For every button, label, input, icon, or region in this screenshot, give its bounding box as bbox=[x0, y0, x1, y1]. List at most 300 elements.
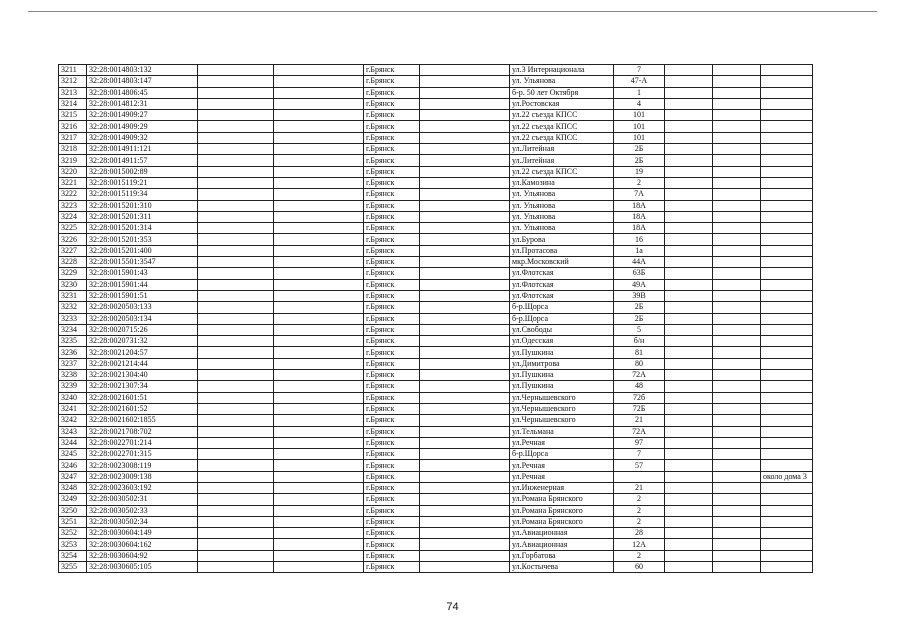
table-row bbox=[59, 494, 813, 505]
table-row bbox=[59, 76, 813, 87]
empty-cell bbox=[665, 268, 713, 279]
note-cell bbox=[761, 392, 813, 403]
street-cell: ул.Бурова bbox=[510, 234, 614, 245]
city-cell: г.Брянск bbox=[364, 144, 420, 155]
empty-cell bbox=[713, 381, 761, 392]
empty-cell bbox=[713, 392, 761, 403]
empty-cell bbox=[198, 505, 274, 516]
note-cell bbox=[761, 381, 813, 392]
street-cell: б-р. 50 лет Октября bbox=[510, 87, 614, 98]
empty-cell bbox=[713, 144, 761, 155]
empty-cell bbox=[420, 460, 510, 471]
empty-cell bbox=[274, 245, 364, 256]
empty-cell bbox=[420, 257, 510, 268]
house-number-cell: 2Б bbox=[614, 155, 665, 166]
house-number-cell: 101 bbox=[614, 132, 665, 143]
cadastral-number-cell: 32:28:0020503:133 bbox=[87, 302, 198, 313]
row-number-cell: 3250 bbox=[59, 505, 87, 516]
street-cell: ул.Пушкина bbox=[510, 381, 614, 392]
house-number-cell: 7 bbox=[614, 65, 665, 76]
empty-cell bbox=[198, 426, 274, 437]
empty-cell bbox=[420, 302, 510, 313]
street-cell: ул.22 съезда КПСС bbox=[510, 121, 614, 132]
row-number-cell: 3220 bbox=[59, 166, 87, 177]
table-row bbox=[59, 189, 813, 200]
city-cell: г.Брянск bbox=[364, 347, 420, 358]
cadastral-number-cell: 32:28:0021307:34 bbox=[87, 381, 198, 392]
empty-cell bbox=[198, 324, 274, 335]
note-cell bbox=[761, 324, 813, 335]
empty-cell bbox=[713, 415, 761, 426]
row-number-cell: 3243 bbox=[59, 426, 87, 437]
empty-cell bbox=[665, 223, 713, 234]
empty-cell bbox=[420, 177, 510, 188]
empty-cell bbox=[665, 110, 713, 121]
house-number-cell: 63Б bbox=[614, 268, 665, 279]
house-number-cell: 2 bbox=[614, 550, 665, 561]
empty-cell bbox=[420, 121, 510, 132]
row-number-cell: 3245 bbox=[59, 449, 87, 460]
table-body bbox=[59, 65, 813, 573]
table-row bbox=[59, 211, 813, 222]
note-cell bbox=[761, 268, 813, 279]
row-number-cell: 3222 bbox=[59, 189, 87, 200]
city-cell: г.Брянск bbox=[364, 98, 420, 109]
house-number-cell: 72Б bbox=[614, 403, 665, 414]
table-row bbox=[59, 505, 813, 516]
empty-cell bbox=[420, 505, 510, 516]
cadastral-number-cell: 32:28:0015201:314 bbox=[87, 223, 198, 234]
empty-cell bbox=[274, 471, 364, 482]
city-cell: г.Брянск bbox=[364, 539, 420, 550]
table-row bbox=[59, 392, 813, 403]
street-cell: ул.Одесская bbox=[510, 336, 614, 347]
house-number-cell: 1а bbox=[614, 245, 665, 256]
city-cell: г.Брянск bbox=[364, 87, 420, 98]
street-cell: ул.Димитрова bbox=[510, 358, 614, 369]
house-number-cell: 60 bbox=[614, 562, 665, 573]
table-row bbox=[59, 279, 813, 290]
street-cell: ул.Протасова bbox=[510, 245, 614, 256]
empty-cell bbox=[713, 65, 761, 76]
empty-cell bbox=[713, 449, 761, 460]
empty-cell bbox=[713, 539, 761, 550]
empty-cell bbox=[713, 460, 761, 471]
empty-cell bbox=[420, 562, 510, 573]
city-cell: г.Брянск bbox=[364, 460, 420, 471]
table-row bbox=[59, 358, 813, 369]
empty-cell bbox=[665, 358, 713, 369]
table-row bbox=[59, 449, 813, 460]
empty-cell bbox=[420, 449, 510, 460]
cadastral-number-cell: 32:28:0015201:311 bbox=[87, 211, 198, 222]
city-cell: г.Брянск bbox=[364, 177, 420, 188]
empty-cell bbox=[713, 279, 761, 290]
empty-cell bbox=[665, 505, 713, 516]
row-number-cell: 3246 bbox=[59, 460, 87, 471]
empty-cell bbox=[198, 166, 274, 177]
row-number-cell: 3231 bbox=[59, 290, 87, 301]
empty-cell bbox=[665, 437, 713, 448]
cadastral-number-cell: 32:28:0020715:26 bbox=[87, 324, 198, 335]
table-row bbox=[59, 223, 813, 234]
empty-cell bbox=[198, 110, 274, 121]
note-cell bbox=[761, 505, 813, 516]
row-number-cell: 3235 bbox=[59, 336, 87, 347]
street-cell: ул.22 съезда КПСС bbox=[510, 166, 614, 177]
empty-cell bbox=[665, 65, 713, 76]
cadastral-number-cell: 32:28:0014909:32 bbox=[87, 132, 198, 143]
house-number-cell: 97 bbox=[614, 437, 665, 448]
cadastral-number-cell: 32:28:0014803:132 bbox=[87, 65, 198, 76]
empty-cell bbox=[420, 324, 510, 335]
empty-cell bbox=[274, 324, 364, 335]
note-cell bbox=[761, 279, 813, 290]
empty-cell bbox=[274, 528, 364, 539]
house-number-cell: 21 bbox=[614, 482, 665, 493]
empty-cell bbox=[713, 324, 761, 335]
street-cell: ул.Романа Брянского bbox=[510, 494, 614, 505]
table-row bbox=[59, 177, 813, 188]
empty-cell bbox=[665, 279, 713, 290]
empty-cell bbox=[198, 528, 274, 539]
empty-cell bbox=[665, 98, 713, 109]
city-cell: г.Брянск bbox=[364, 528, 420, 539]
empty-cell bbox=[713, 471, 761, 482]
note-cell bbox=[761, 437, 813, 448]
city-cell: г.Брянск bbox=[364, 234, 420, 245]
house-number-cell: 49А bbox=[614, 279, 665, 290]
city-cell: г.Брянск bbox=[364, 223, 420, 234]
table-row bbox=[59, 370, 813, 381]
empty-cell bbox=[420, 347, 510, 358]
note-cell bbox=[761, 415, 813, 426]
row-number-cell: 3216 bbox=[59, 121, 87, 132]
empty-cell bbox=[274, 177, 364, 188]
empty-cell bbox=[665, 234, 713, 245]
row-number-cell: 3228 bbox=[59, 257, 87, 268]
row-number-cell: 3236 bbox=[59, 347, 87, 358]
empty-cell bbox=[274, 279, 364, 290]
city-cell: г.Брянск bbox=[364, 166, 420, 177]
street-cell: ул.Ростовская bbox=[510, 98, 614, 109]
empty-cell bbox=[274, 550, 364, 561]
empty-cell bbox=[420, 110, 510, 121]
empty-cell bbox=[274, 234, 364, 245]
house-number-cell: 44А bbox=[614, 257, 665, 268]
street-cell: б-р.Щорса bbox=[510, 302, 614, 313]
city-cell: г.Брянск bbox=[364, 516, 420, 527]
cadastral-number-cell: 32:28:0023008:119 bbox=[87, 460, 198, 471]
street-cell: ул.Флотская bbox=[510, 279, 614, 290]
row-number-cell: 3238 bbox=[59, 370, 87, 381]
city-cell: г.Брянск bbox=[364, 279, 420, 290]
row-number-cell: 3247 bbox=[59, 471, 87, 482]
city-cell: г.Брянск bbox=[364, 65, 420, 76]
empty-cell bbox=[713, 121, 761, 132]
empty-cell bbox=[198, 449, 274, 460]
empty-cell bbox=[198, 403, 274, 414]
cadastral-number-cell: 32:28:0030502:34 bbox=[87, 516, 198, 527]
table-row bbox=[59, 110, 813, 121]
empty-cell bbox=[420, 539, 510, 550]
house-number-cell: 2 bbox=[614, 505, 665, 516]
empty-cell bbox=[713, 358, 761, 369]
empty-cell bbox=[198, 516, 274, 527]
cadastral-number-cell: 32:28:0021602:1855 bbox=[87, 415, 198, 426]
empty-cell bbox=[665, 426, 713, 437]
city-cell: г.Брянск bbox=[364, 381, 420, 392]
row-number-cell: 3212 bbox=[59, 76, 87, 87]
house-number-cell: 18А bbox=[614, 211, 665, 222]
note-cell bbox=[761, 528, 813, 539]
street-cell: ул.Тельмана bbox=[510, 426, 614, 437]
house-number-cell: 57 bbox=[614, 460, 665, 471]
empty-cell bbox=[420, 290, 510, 301]
note-cell bbox=[761, 358, 813, 369]
row-number-cell: 3230 bbox=[59, 279, 87, 290]
note-cell bbox=[761, 155, 813, 166]
note-cell bbox=[761, 336, 813, 347]
empty-cell bbox=[665, 290, 713, 301]
city-cell: г.Брянск bbox=[364, 415, 420, 426]
empty-cell bbox=[713, 494, 761, 505]
empty-cell bbox=[420, 550, 510, 561]
city-cell: г.Брянск bbox=[364, 200, 420, 211]
empty-cell bbox=[198, 392, 274, 403]
city-cell: г.Брянск bbox=[364, 290, 420, 301]
house-number-cell: 72А bbox=[614, 426, 665, 437]
table-row bbox=[59, 87, 813, 98]
empty-cell bbox=[713, 245, 761, 256]
empty-cell bbox=[198, 177, 274, 188]
table-row bbox=[59, 347, 813, 358]
row-number-cell: 3217 bbox=[59, 132, 87, 143]
cadastral-number-cell: 32:28:0030604:162 bbox=[87, 539, 198, 550]
street-cell: б-р.Щорса bbox=[510, 449, 614, 460]
empty-cell bbox=[420, 211, 510, 222]
empty-cell bbox=[665, 471, 713, 482]
empty-cell bbox=[713, 155, 761, 166]
table-row bbox=[59, 403, 813, 414]
empty-cell bbox=[420, 268, 510, 279]
row-number-cell: 3229 bbox=[59, 268, 87, 279]
empty-cell bbox=[713, 87, 761, 98]
empty-cell bbox=[420, 437, 510, 448]
note-cell bbox=[761, 200, 813, 211]
empty-cell bbox=[713, 562, 761, 573]
row-number-cell: 3254 bbox=[59, 550, 87, 561]
street-cell: ул. Ульянова bbox=[510, 211, 614, 222]
house-number-cell: 1 bbox=[614, 87, 665, 98]
empty-cell bbox=[198, 76, 274, 87]
empty-cell bbox=[420, 415, 510, 426]
empty-cell bbox=[198, 482, 274, 493]
empty-cell bbox=[198, 415, 274, 426]
empty-cell bbox=[713, 505, 761, 516]
empty-cell bbox=[665, 144, 713, 155]
city-cell: г.Брянск bbox=[364, 392, 420, 403]
note-cell bbox=[761, 223, 813, 234]
empty-cell bbox=[665, 132, 713, 143]
row-number-cell: 3232 bbox=[59, 302, 87, 313]
empty-cell bbox=[713, 403, 761, 414]
house-number-cell: 81 bbox=[614, 347, 665, 358]
note-cell bbox=[761, 87, 813, 98]
cadastral-number-cell: 32:28:0021601:51 bbox=[87, 392, 198, 403]
house-number-cell: 2Б bbox=[614, 302, 665, 313]
empty-cell bbox=[713, 528, 761, 539]
cadastral-number-cell: 32:28:0015901:44 bbox=[87, 279, 198, 290]
empty-cell bbox=[713, 223, 761, 234]
empty-cell bbox=[665, 415, 713, 426]
empty-cell bbox=[665, 539, 713, 550]
house-number-cell bbox=[614, 471, 665, 482]
empty-cell bbox=[198, 313, 274, 324]
empty-cell bbox=[274, 166, 364, 177]
empty-cell bbox=[713, 234, 761, 245]
empty-cell bbox=[420, 200, 510, 211]
empty-cell bbox=[274, 403, 364, 414]
table-row bbox=[59, 200, 813, 211]
cadastral-number-cell: 32:28:0014806:45 bbox=[87, 87, 198, 98]
note-cell bbox=[761, 290, 813, 301]
empty-cell bbox=[713, 98, 761, 109]
row-number-cell: 3237 bbox=[59, 358, 87, 369]
cadastral-number-cell: 32:28:0030604:92 bbox=[87, 550, 198, 561]
empty-cell bbox=[274, 460, 364, 471]
empty-cell bbox=[420, 98, 510, 109]
city-cell: г.Брянск bbox=[364, 494, 420, 505]
row-number-cell: 3239 bbox=[59, 381, 87, 392]
street-cell: ул.Флотская bbox=[510, 268, 614, 279]
row-number-cell: 3244 bbox=[59, 437, 87, 448]
empty-cell bbox=[198, 347, 274, 358]
note-cell bbox=[761, 550, 813, 561]
city-cell: г.Брянск bbox=[364, 336, 420, 347]
empty-cell bbox=[713, 370, 761, 381]
note-cell bbox=[761, 245, 813, 256]
city-cell: г.Брянск bbox=[364, 358, 420, 369]
empty-cell bbox=[274, 223, 364, 234]
city-cell: г.Брянск bbox=[364, 132, 420, 143]
note-cell bbox=[761, 257, 813, 268]
empty-cell bbox=[274, 313, 364, 324]
cadastral-number-cell: 32:28:0021304:40 bbox=[87, 370, 198, 381]
note-cell bbox=[761, 347, 813, 358]
house-number-cell: 18А bbox=[614, 223, 665, 234]
empty-cell bbox=[665, 482, 713, 493]
house-number-cell: 2 bbox=[614, 516, 665, 527]
city-cell: г.Брянск bbox=[364, 76, 420, 87]
table-row bbox=[59, 257, 813, 268]
cadastral-number-cell: 32:28:0014812:31 bbox=[87, 98, 198, 109]
street-cell: ул.Романа Брянского bbox=[510, 505, 614, 516]
empty-cell bbox=[665, 211, 713, 222]
row-number-cell: 3242 bbox=[59, 415, 87, 426]
empty-cell bbox=[198, 268, 274, 279]
table-row bbox=[59, 65, 813, 76]
empty-cell bbox=[198, 437, 274, 448]
city-cell: г.Брянск bbox=[364, 449, 420, 460]
empty-cell bbox=[274, 370, 364, 381]
address-register-table bbox=[58, 64, 813, 573]
city-cell: г.Брянск bbox=[364, 313, 420, 324]
street-cell: ул.Пушкина bbox=[510, 347, 614, 358]
empty-cell bbox=[274, 65, 364, 76]
empty-cell bbox=[420, 381, 510, 392]
empty-cell bbox=[420, 132, 510, 143]
street-cell: ул.Инженерная bbox=[510, 482, 614, 493]
table-row bbox=[59, 415, 813, 426]
empty-cell bbox=[274, 539, 364, 550]
empty-cell bbox=[665, 392, 713, 403]
row-number-cell: 3248 bbox=[59, 482, 87, 493]
cadastral-number-cell: 32:28:0014803:147 bbox=[87, 76, 198, 87]
note-cell bbox=[761, 302, 813, 313]
cadastral-number-cell: 32:28:0030604:149 bbox=[87, 528, 198, 539]
empty-cell bbox=[198, 87, 274, 98]
row-number-cell: 3219 bbox=[59, 155, 87, 166]
empty-cell bbox=[198, 245, 274, 256]
empty-cell bbox=[420, 155, 510, 166]
empty-cell bbox=[420, 245, 510, 256]
row-number-cell: 3215 bbox=[59, 110, 87, 121]
table-row bbox=[59, 234, 813, 245]
row-number-cell: 3214 bbox=[59, 98, 87, 109]
row-number-cell: 3253 bbox=[59, 539, 87, 550]
table-row bbox=[59, 381, 813, 392]
note-cell bbox=[761, 460, 813, 471]
empty-cell bbox=[665, 200, 713, 211]
city-cell: г.Брянск bbox=[364, 245, 420, 256]
note-cell: около дома 3 bbox=[761, 471, 813, 482]
empty-cell bbox=[665, 177, 713, 188]
note-cell bbox=[761, 121, 813, 132]
empty-cell bbox=[665, 516, 713, 527]
note-cell bbox=[761, 110, 813, 121]
house-number-cell: 2Б bbox=[614, 144, 665, 155]
empty-cell bbox=[665, 528, 713, 539]
table-row bbox=[59, 426, 813, 437]
empty-cell bbox=[665, 324, 713, 335]
table-row bbox=[59, 562, 813, 573]
empty-cell bbox=[198, 223, 274, 234]
row-number-cell: 3211 bbox=[59, 65, 87, 76]
empty-cell bbox=[420, 234, 510, 245]
city-cell: г.Брянск bbox=[364, 155, 420, 166]
note-cell bbox=[761, 313, 813, 324]
note-cell bbox=[761, 65, 813, 76]
empty-cell bbox=[274, 257, 364, 268]
empty-cell bbox=[713, 336, 761, 347]
house-number-cell: 5 bbox=[614, 324, 665, 335]
table-row bbox=[59, 471, 813, 482]
row-number-cell: 3221 bbox=[59, 177, 87, 188]
empty-cell bbox=[274, 415, 364, 426]
street-cell: ул.Речная bbox=[510, 460, 614, 471]
street-cell: ул.Пушкина bbox=[510, 370, 614, 381]
cadastral-number-cell: 32:28:0015002:89 bbox=[87, 166, 198, 177]
house-number-cell: 19 bbox=[614, 166, 665, 177]
table-row bbox=[59, 98, 813, 109]
empty-cell bbox=[198, 358, 274, 369]
top-rule bbox=[28, 11, 877, 12]
city-cell: г.Брянск bbox=[364, 437, 420, 448]
table-row bbox=[59, 245, 813, 256]
house-number-cell: б/н bbox=[614, 336, 665, 347]
empty-cell bbox=[665, 494, 713, 505]
